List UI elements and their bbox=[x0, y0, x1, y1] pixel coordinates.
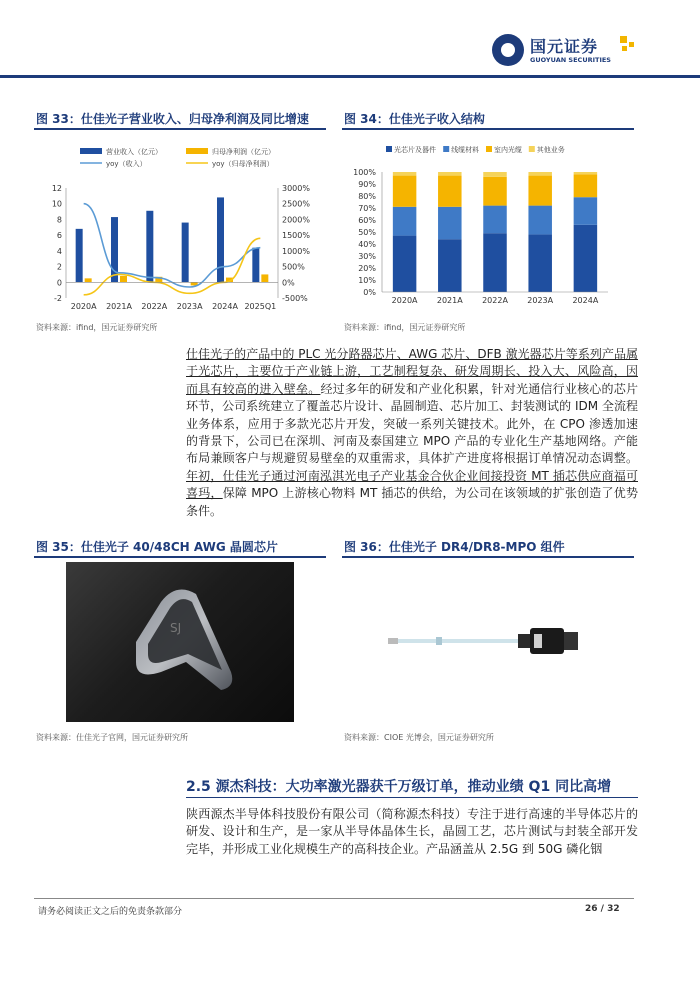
legend-label: 线缆材料 bbox=[451, 146, 480, 154]
logo-cn-text: 国元证券 bbox=[530, 37, 599, 56]
stacked-bar-segment bbox=[528, 206, 552, 235]
y-tick-label: 10 bbox=[51, 199, 62, 209]
y-tick-label: 12 bbox=[51, 184, 62, 193]
fig33-source: 资料来源：ifind，国元证券研究所 bbox=[36, 323, 158, 332]
section-title: 2.5 源杰科技：大功率激光器获千万级订单，推动业绩 Q1 同比高增 bbox=[186, 779, 612, 795]
y2-tick-label: 500% bbox=[282, 262, 305, 272]
legend-swatch bbox=[386, 146, 392, 152]
y-tick-label: 70% bbox=[358, 204, 376, 213]
x-tick-label: 2024A bbox=[212, 302, 238, 311]
stacked-bar-segment bbox=[438, 172, 462, 176]
legend-label: 室内光缆 bbox=[494, 146, 522, 154]
fig34-chart bbox=[342, 142, 622, 314]
stacked-bar-segment bbox=[393, 176, 417, 207]
x-tick-label: 2020A bbox=[391, 296, 418, 305]
stacked-bar-segment bbox=[574, 197, 598, 225]
y-tick-label: 6 bbox=[56, 231, 62, 241]
para1-underlined-sentence: 仕佳光子的产品中的 PLC 光分路器芯片、AWG 芯片、DFB 激光器芯片等系列产品属于光芯片，主要位于产业链上游，工艺制程复杂、研发周期长、投入大、风险高，因而具有较高的进入壁垒。 bbox=[186, 347, 638, 396]
logo-square-icon bbox=[622, 46, 627, 51]
fig34-underline bbox=[342, 128, 634, 130]
x-tick-label: 2023A bbox=[527, 296, 554, 305]
photo-watermark: SJ bbox=[170, 621, 182, 635]
legend-label: 光芯片及器件 bbox=[394, 146, 436, 154]
bar-revenue bbox=[252, 248, 259, 283]
y-tick-label: -2 bbox=[54, 294, 62, 303]
stacked-bar-segment bbox=[393, 207, 417, 236]
guoyuan-logo bbox=[492, 34, 640, 70]
stacked-bar-segment bbox=[528, 234, 552, 292]
fig34-legend bbox=[386, 145, 565, 154]
x-tick-label: 2025Q1 bbox=[244, 302, 277, 311]
legend-label: 其他业务 bbox=[536, 146, 565, 154]
x-tick-label: 2020A bbox=[70, 302, 97, 311]
fig33-legend bbox=[80, 147, 275, 168]
bar-net-profit bbox=[120, 276, 127, 282]
bar-revenue bbox=[146, 211, 153, 283]
legend-swatch bbox=[186, 148, 208, 154]
y-tick-label: 20% bbox=[358, 264, 376, 273]
fig34-source: 资料来源：ifind，国元证券研究所 bbox=[344, 323, 466, 332]
legend-label: 归母净利润（亿元） bbox=[212, 148, 275, 156]
fig36-underline bbox=[342, 556, 634, 558]
y-tick-label: 40% bbox=[358, 240, 376, 249]
x-tick-label: 2022A bbox=[482, 296, 508, 305]
x-tick-label: 2022A bbox=[141, 302, 168, 311]
y2-tick-label: -500% bbox=[282, 294, 308, 303]
y-tick-label: 90% bbox=[358, 180, 376, 189]
section-paragraph: 陕西源杰半导体科技股份有限公司（简称源杰科技）专注于进行高速的半导体芯片的研发、设计和生产，是一家从半导体晶体生长，晶圆工艺，芯片测试与封装全部开发完毕，并形成工业化规模生产的高科技企业。产品涵盖从 2.5G 到 50G 磷化铟 bbox=[186, 807, 638, 856]
para1-text-2: 保障 MPO 上游核心物料 MT 插芯的供给，为公司在该领域的扩张创造了优势条件。 bbox=[186, 486, 638, 518]
stacked-bar-segment bbox=[574, 172, 598, 174]
bar-revenue bbox=[217, 197, 224, 282]
x-tick-label: 2021A bbox=[106, 302, 132, 311]
stacked-bar-segment bbox=[438, 207, 462, 239]
body-paragraph-1 bbox=[186, 346, 638, 520]
bar-revenue bbox=[76, 229, 83, 282]
fig35-title: 图 35：仕佳光子 40/48CH AWG 晶圆芯片 bbox=[36, 540, 278, 554]
logo-square-icon bbox=[629, 42, 634, 47]
fig34-title: 图 34：仕佳光子收入结构 bbox=[344, 112, 485, 126]
legend-swatch bbox=[486, 146, 492, 152]
stacked-bar-segment bbox=[528, 172, 552, 176]
stacked-bar-segment bbox=[483, 206, 507, 234]
stacked-bar-segment bbox=[438, 176, 462, 207]
legend-label: 营业收入（亿元） bbox=[106, 148, 162, 156]
y-tick-label: 0% bbox=[363, 288, 376, 297]
y-tick-label: 10% bbox=[358, 276, 376, 285]
stacked-bar-segment bbox=[574, 225, 598, 292]
awg-wafer-chip-photo bbox=[66, 562, 294, 722]
stacked-bar-segment bbox=[483, 177, 507, 206]
bar-revenue bbox=[182, 223, 189, 283]
fig36-title: 图 36：仕佳光子 DR4/DR8-MPO 组件 bbox=[344, 540, 565, 554]
fig35-underline bbox=[34, 556, 326, 558]
x-tick-label: 2021A bbox=[436, 296, 463, 305]
stacked-bar-segment bbox=[483, 172, 507, 177]
x-tick-label: 2024A bbox=[572, 296, 599, 305]
fig33-underline bbox=[34, 128, 326, 130]
logo-mark-icon bbox=[492, 34, 524, 66]
para1-text: 经过多年的研发和产业化积累，针对光通信行业核心的芯片环节，公司系统建立了覆盖芯片设计、晶圆制造、芯片加工、封装测试的 IDM 全流程业务体系，应用于多款光芯片开发，突破一系列关键技术。此外，在 CPO 渗透加速的背景下，公司已在深圳、河南及泰国建立 MPO 产品的专业化生产基地网络。产能布局兼顾客户与规避贸易壁垒的双重需求，具体扩产进度将根据订单情况动态调整。 bbox=[186, 381, 638, 466]
page-number: 26 / 32 bbox=[585, 904, 620, 914]
stacked-bar-segment bbox=[393, 236, 417, 292]
footer-disclaimer: 请务必阅读正文之后的免责条款部分 bbox=[38, 907, 183, 917]
logo-square-icon bbox=[620, 36, 627, 43]
y-tick-label: 0 bbox=[56, 278, 62, 288]
y-tick-label: 2 bbox=[56, 262, 62, 272]
legend-swatch bbox=[80, 148, 102, 154]
mpo-assembly-photo bbox=[374, 562, 602, 722]
y2-tick-label: 2000% bbox=[282, 215, 310, 225]
stacked-bar-segment bbox=[438, 239, 462, 292]
stacked-bar-segment bbox=[528, 176, 552, 206]
fig33-chart bbox=[34, 142, 326, 314]
y2-tick-label: 0% bbox=[282, 278, 295, 288]
x-tick-label: 2023A bbox=[176, 302, 203, 311]
bar-net-profit bbox=[261, 274, 268, 282]
bar-net-profit bbox=[85, 278, 92, 282]
y-tick-label: 80% bbox=[358, 192, 376, 201]
fig35-source: 资料来源：仕佳光子官网，国元证券研究所 bbox=[36, 733, 188, 742]
y-tick-label: 30% bbox=[358, 252, 376, 261]
y2-tick-label: 3000% bbox=[282, 184, 310, 193]
logo-en-text: GUOYUAN SECURITIES bbox=[530, 56, 611, 64]
y-tick-label: 50% bbox=[358, 228, 376, 237]
stacked-bar-segment bbox=[483, 233, 507, 292]
section-divider bbox=[186, 797, 638, 798]
legend-label: yoy（归母净利润） bbox=[212, 160, 274, 168]
stacked-bar-segment bbox=[574, 174, 598, 197]
legend-swatch bbox=[443, 146, 449, 152]
y2-tick-label: 2500% bbox=[282, 199, 310, 209]
stacked-bar-segment bbox=[393, 172, 417, 176]
y-tick-label: 60% bbox=[358, 216, 376, 225]
legend-label: yoy（收入） bbox=[106, 160, 147, 168]
y-tick-label: 100% bbox=[353, 168, 376, 177]
para1-underlined-sentence-2: 年初，仕佳光子通过河南泓淇光电子产业基金合伙企业间接投资 MT 插芯供应商福可喜玛， bbox=[186, 468, 638, 501]
line-yoy-revenue bbox=[84, 204, 261, 287]
header-divider bbox=[0, 75, 700, 78]
fig36-source: 资料来源：CIOE 光博会，国元证券研究所 bbox=[344, 733, 494, 742]
legend-swatch bbox=[529, 146, 535, 152]
y2-tick-label: 1500% bbox=[282, 231, 310, 241]
footer-divider bbox=[34, 898, 634, 899]
fig33-title: 图 33：仕佳光子营业收入、归母净利润及同比增速 bbox=[36, 112, 309, 126]
y-tick-label: 8 bbox=[56, 215, 62, 225]
y-tick-label: 4 bbox=[56, 246, 62, 256]
y2-tick-label: 1000% bbox=[282, 246, 310, 256]
